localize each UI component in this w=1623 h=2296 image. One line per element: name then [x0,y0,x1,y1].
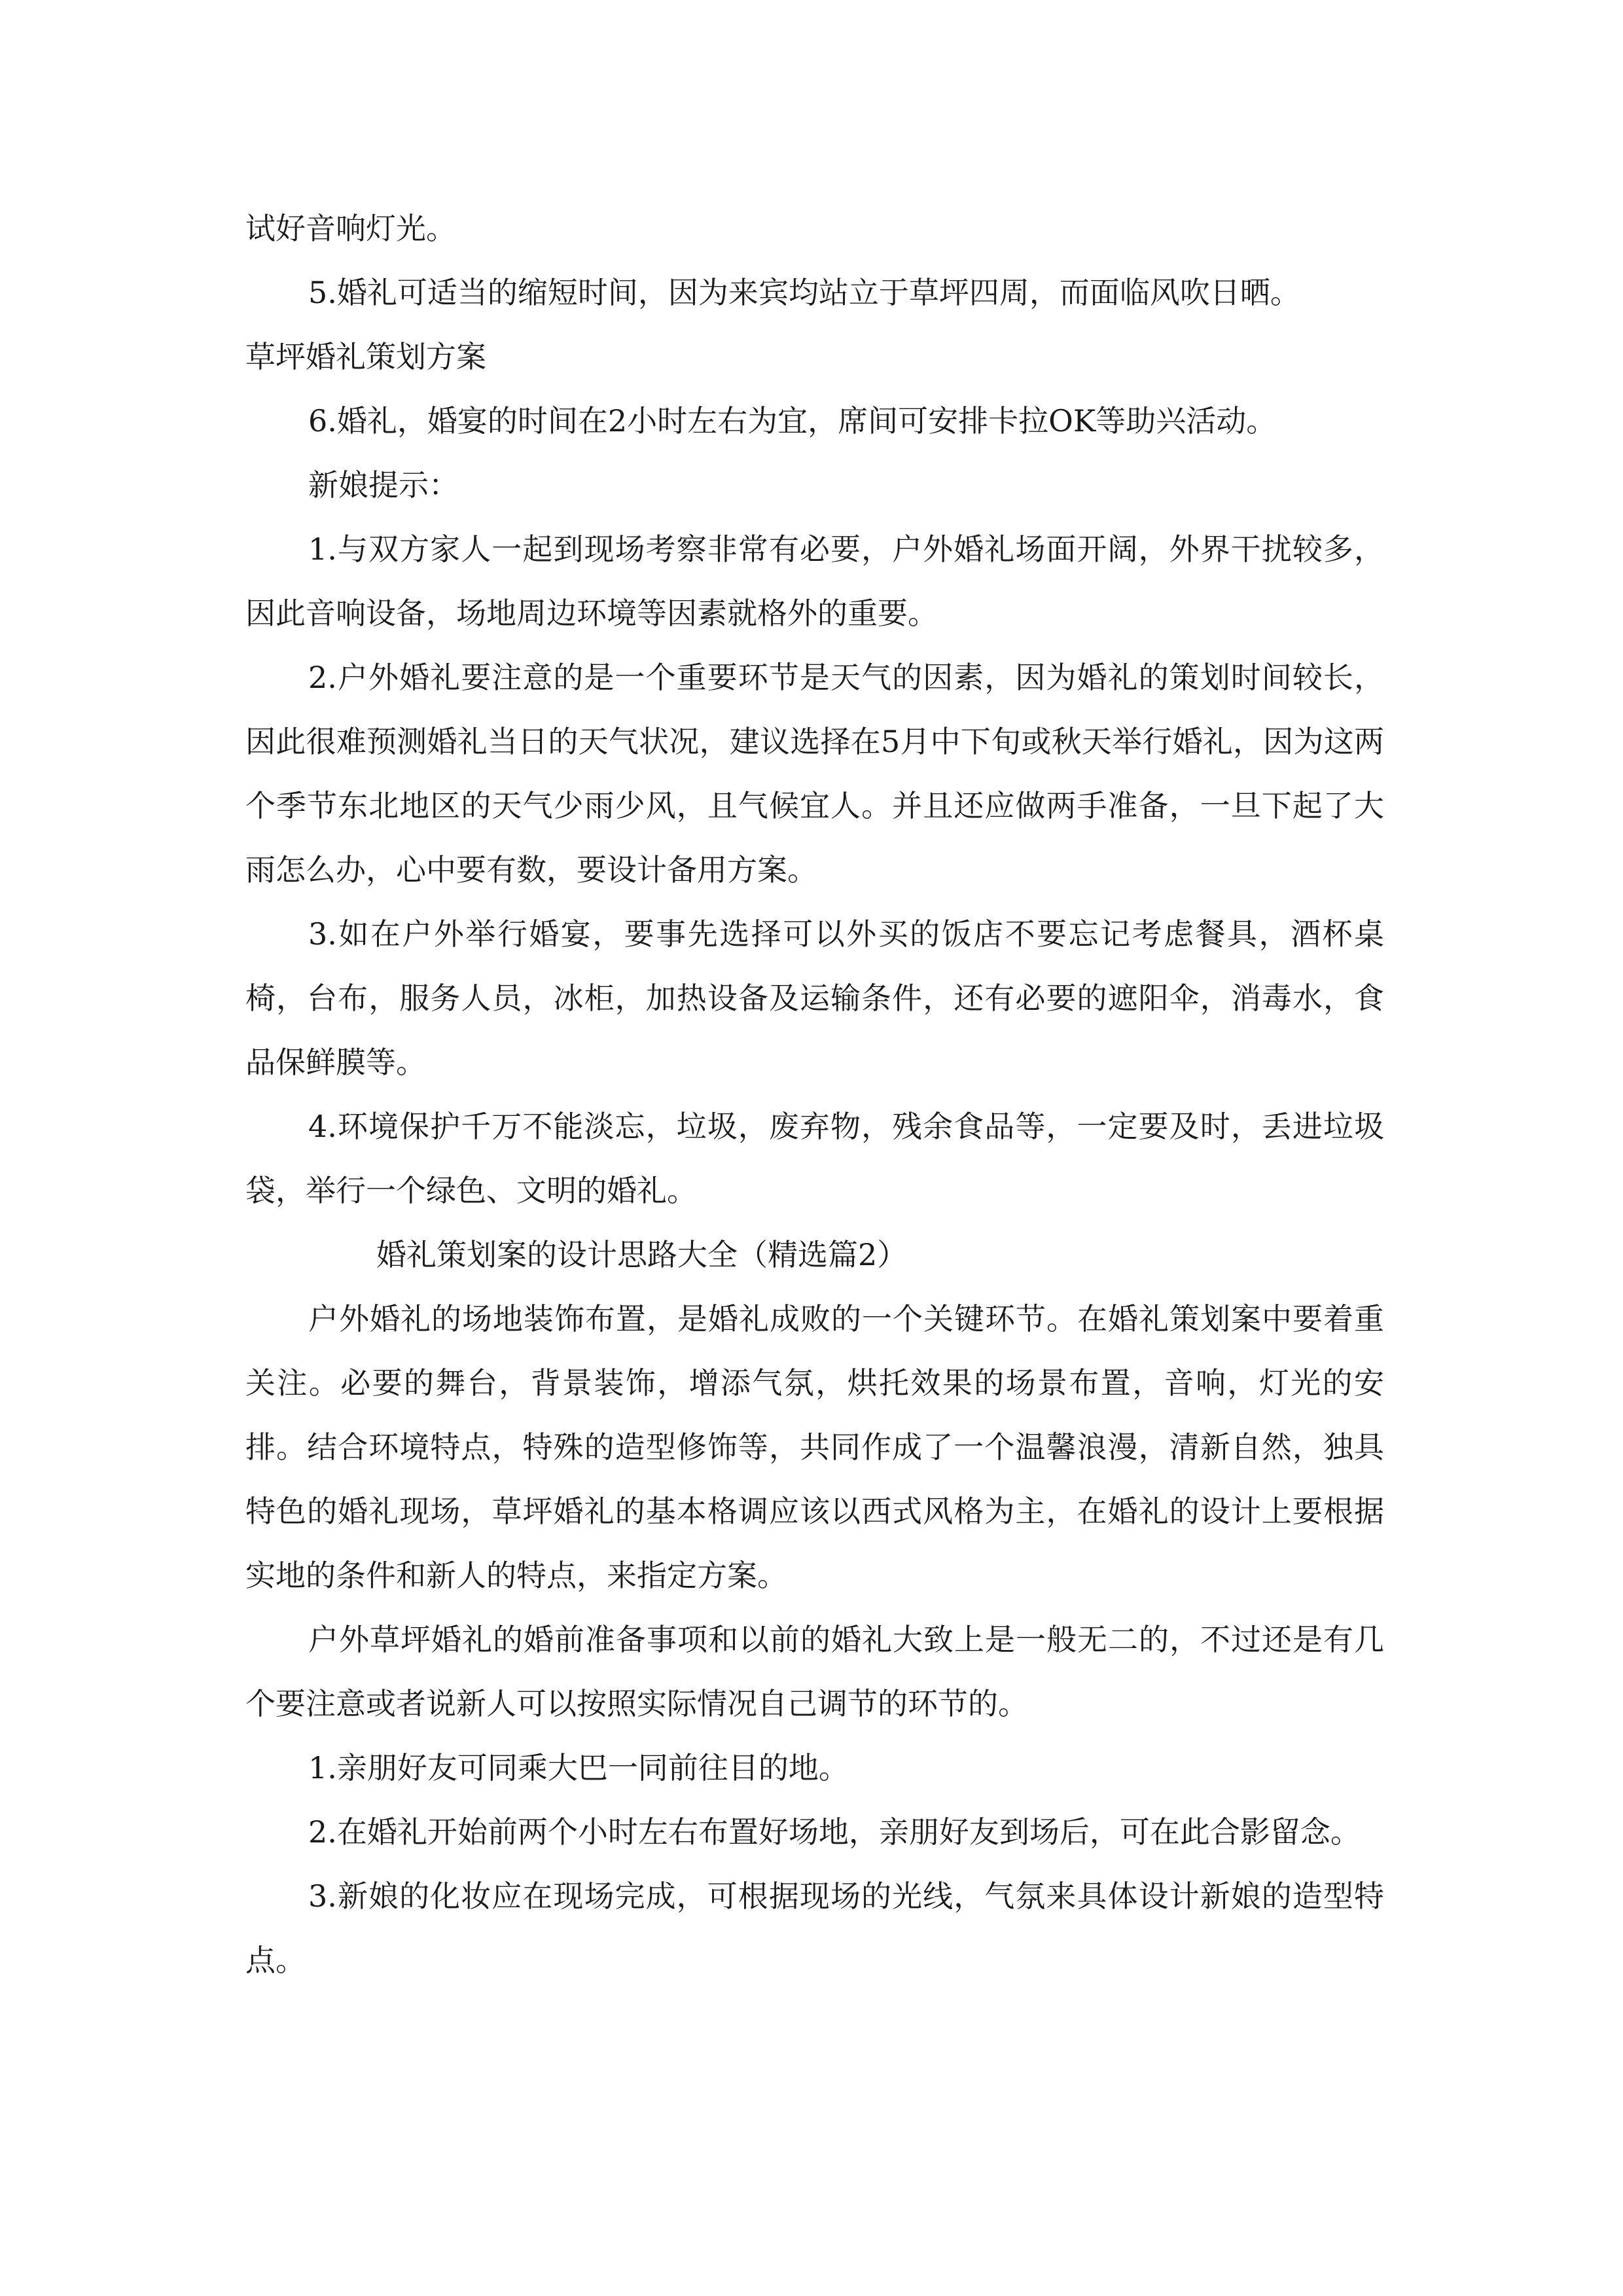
paragraph: 草坪婚礼策划方案 [245,339,486,374]
paragraph: 新娘提示： [308,467,459,503]
paragraph: 1.亲朋好友可同乘大巴一同前往目的地。 [308,1750,849,1785]
paragraph: 3.新娘的化妆应在现场完成，可根据现场的光线，气氛来具体设计新娘的造型特点。 [245,1878,1384,1978]
paragraph: 试好音响灯光。 [245,211,456,246]
paragraph: 2.户外婚礼要注意的是一个重要环节是天气的因素，因为婚礼的策划时间较长，因此很难预测婚礼当日的天气状况，建议选择在5月中下旬或秋天举行婚礼，因为这两个季节东北地区的天气少雨少风，且气候宜人。并且还应做两手准备，一旦下起了大雨怎么办，心中要有数，要设计备用方案。 [245,660,1384,888]
document-body [245,196,1384,1992]
paragraph: 6.婚礼，婚宴的时间在2小时左右为宜，席间可安排卡拉OK等助兴活动。 [308,403,1277,439]
paragraph: 户外草坪婚礼的婚前准备事项和以前的婚礼大致上是一般无二的，不过还是有几个要注意或者说新人可以按照实际情况自己调节的环节的。 [245,1622,1384,1721]
section-heading: 婚礼策划案的设计思路大全（精选篇2） [376,1237,908,1272]
paragraph: 4.环境保护千万不能淡忘，垃圾，废弃物，残余食品等，一定要及时，丢进垃圾袋，举行一个绿色、文明的婚礼。 [245,1109,1384,1208]
paragraph: 5.婚礼可适当的缩短时间，因为来宾均站立于草坪四周，而面临风吹日晒。 [308,275,1300,310]
paragraph: 3.如在户外举行婚宴，要事先选择可以外买的饭店不要忘记考虑餐具，酒杯桌椅，台布，服务人员，冰柜，加热设备及运输条件，还有必要的遮阳伞，消毒水，食品保鲜膜等。 [245,916,1384,1080]
paragraph: 户外婚礼的场地装饰布置，是婚礼成败的一个关键环节。在婚礼策划案中要着重关注。必要的舞台，背景装饰，增添气氛，烘托效果的场景布置，音响，灯光的安排。结合环境特点，特殊的造型修饰等，共同作成了一个温馨浪漫，清新自然，独具特色的婚礼现场，草坪婚礼的基本格调应该以西式风格为主，在婚礼的设计上要根据实地的条件和新人的特点，来指定方案。 [245,1301,1384,1593]
paragraph: 1.与双方家人一起到现场考察非常有必要，户外婚礼场面开阔，外界干扰较多，因此音响设备，场地周边环境等因素就格外的重要。 [245,531,1384,631]
paragraph: 2.在婚礼开始前两个小时左右布置好场地，亲朋好友到场后，可在此合影留念。 [308,1814,1361,1850]
